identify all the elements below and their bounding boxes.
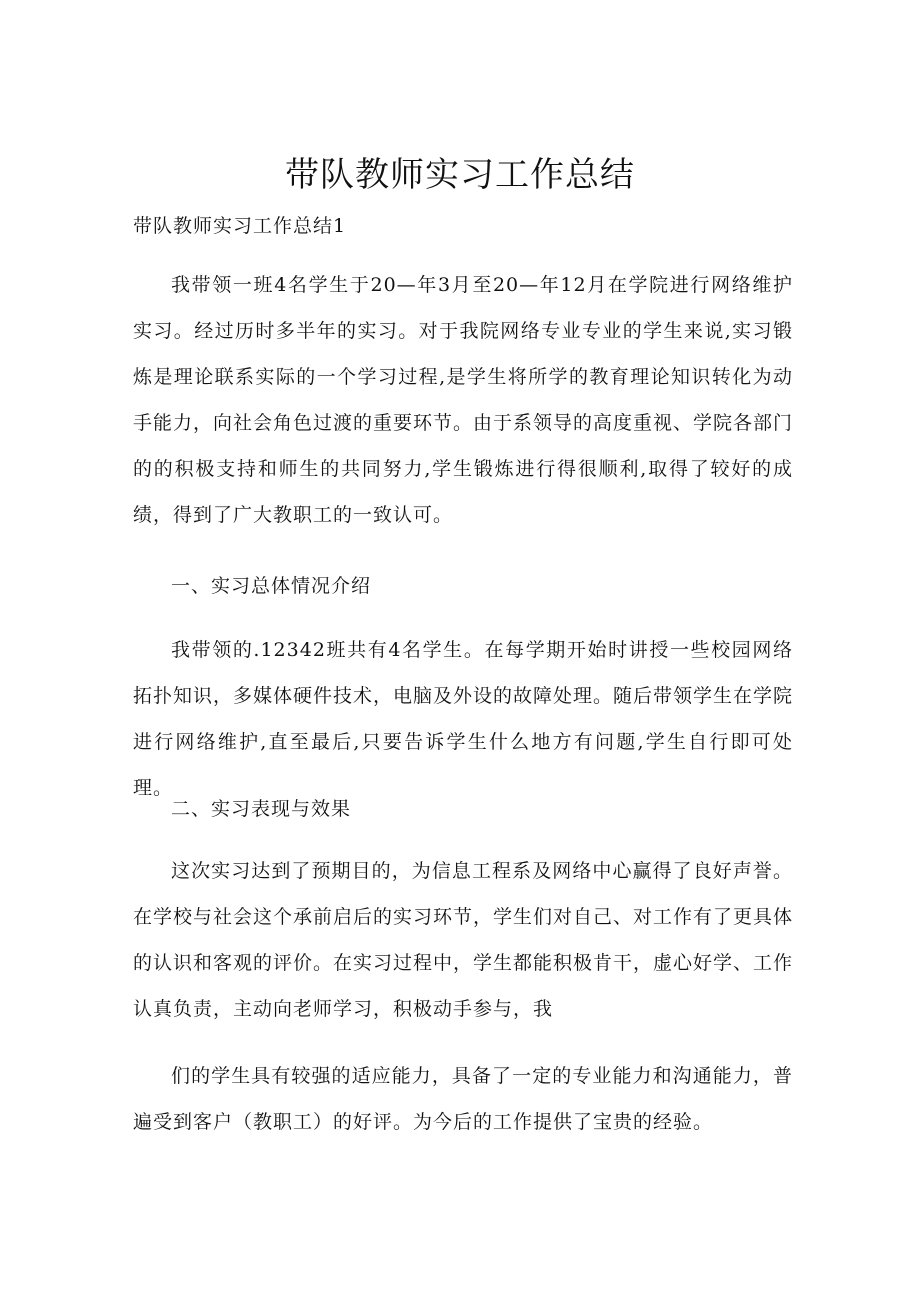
paragraph-performance: 这次实习达到了预期目的，为信息工程系及网络中心赢得了良好声誉。在学校与社会这个承前启后的实习环节，学生们对自己、对工作有了更具体的认识和客观的评价。在实习过程中，学生都能积极肯干，虚心好学、工作认真负责，主动向老师学习，积极动手参与，我	[133, 860, 794, 1020]
section-heading-overview: 一、实习总体情况介绍	[171, 575, 372, 597]
paragraph-conclusion: 们的学生具有较强的适应能力，具备了一定的专业能力和沟通能力，普遍受到客户（教职工）的好评。为今后的工作提供了宝贵的经验。	[133, 1065, 793, 1133]
paragraph-intro: 我带领一班4名学生于20—年3月至20—年12月在学院进行网络维护实习。经过历时多半年的实习。对于我院网络专业专业的学生来说,实习锻炼是理论联系实际的一个学习过程,是学生将所学的教育理论知识转化为动手能力，向社会角色过渡的重要环节。由于系领导的高度重视、学院各部门的的积极支持和师生的共同努力,学生锻炼进行得很顺利,取得了较好的成绩，得到了广大教职工的一致认可。	[133, 274, 794, 526]
document-title: 带队教师实习工作总结	[285, 155, 635, 195]
document-subtitle: 带队教师实习工作总结1	[133, 215, 347, 237]
section-heading-performance: 二、实习表现与效果	[171, 798, 352, 820]
paragraph-overview: 我带领的.12342班共有4名学生。在每学期开始时讲授一些校园网络拓扑知识，多媒体硬件技术，电脑及外设的故障处理。随后带领学生在学院进行网络维护,直至最后,只要告诉学生什么地方有问题,学生自行即可处理。	[133, 639, 794, 799]
